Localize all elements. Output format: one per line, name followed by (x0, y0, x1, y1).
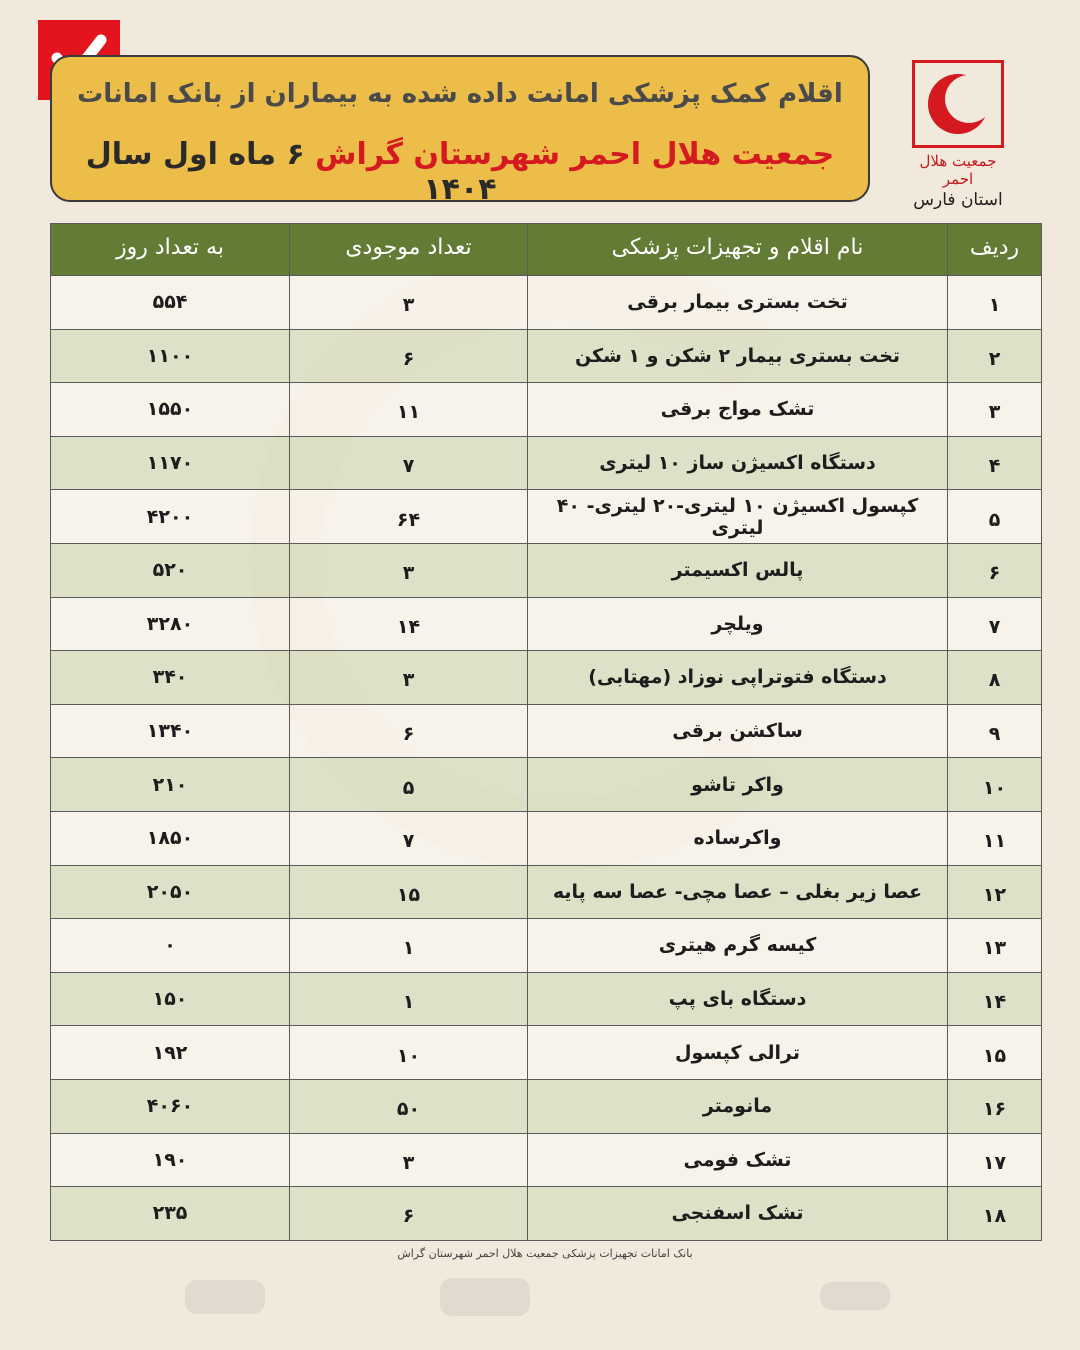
table-row (51, 276, 1042, 330)
cell-days: ۵۵۴ (51, 276, 290, 330)
red-crescent-logo (910, 60, 1006, 210)
cell-index: ۱۷ (948, 1133, 1042, 1187)
cell-days: ۱۹۰ (51, 1133, 290, 1187)
subtitle-period: ۶ ماه اول سال ۱۴۰۴ (85, 137, 497, 207)
cell-index: ۱۴ (948, 972, 1042, 1026)
cell-days: ۲۰۵۰ (51, 865, 290, 919)
cell-days: ۴۰۶۰ (51, 1079, 290, 1133)
cell-quantity: ۱ (290, 919, 528, 973)
cell-item-name: دستگاه بای پپ (528, 972, 948, 1026)
cell-quantity: ۷ (290, 436, 528, 490)
table-row (51, 811, 1042, 865)
cell-days: ۱۵۵۰ (51, 383, 290, 437)
cell-days: ۰ (51, 919, 290, 973)
header-days: به تعداد روز (51, 224, 290, 276)
cell-days: ۲۳۵ (51, 1187, 290, 1241)
cell-index: ۷ (948, 597, 1042, 651)
cell-quantity: ۶ (290, 704, 528, 758)
cell-index: ۱۱ (948, 811, 1042, 865)
cell-days: ۱۵۰ (51, 972, 290, 1026)
cell-quantity: ۱۴ (290, 597, 528, 651)
header-index: ردیف (948, 224, 1042, 276)
cell-days: ۱۳۴۰ (51, 704, 290, 758)
table-row (51, 436, 1042, 490)
subtitle-organization: جمعیت هلال احمر شهرستان گراش (315, 137, 835, 172)
cell-quantity: ۶ (290, 1187, 528, 1241)
cell-index: ۱۳ (948, 919, 1042, 973)
cell-quantity: ۱ (290, 972, 528, 1026)
header-qty: تعداد موجودی (290, 224, 528, 276)
cell-days: ۴۲۰۰ (51, 490, 290, 544)
cell-item-name: تشک اسفنجی (528, 1187, 948, 1241)
cell-item-name: تخت بستری بیمار برقی (528, 276, 948, 330)
table-row (51, 1187, 1042, 1241)
table-row (51, 543, 1042, 597)
cell-index: ۱۲ (948, 865, 1042, 919)
cell-quantity: ۳ (290, 276, 528, 330)
footer-note: بانک امانات تجهیزات پزشکی جمعیت هلال احمر شهرستان گراش (397, 1247, 693, 1260)
cell-quantity: ۷ (290, 811, 528, 865)
cell-index: ۱ (948, 276, 1042, 330)
cell-item-name: عصا زیر بغلی – عصا مچی- عصا سه پایه (528, 865, 948, 919)
cell-quantity: ۳ (290, 651, 528, 705)
table-row (51, 383, 1042, 437)
cell-item-name: مانومتر (528, 1079, 948, 1133)
cell-quantity: ۳ (290, 543, 528, 597)
cell-index: ۱۸ (948, 1187, 1042, 1241)
page-title: اقلام کمک پزشکی امانت داده شده به بیماران از بانک امانات (77, 79, 843, 109)
cell-item-name: کپسول اکسیژن ۱۰ لیتری-۲۰ لیتری- ۴۰ لیتری (528, 490, 948, 544)
cell-quantity: ۳ (290, 1133, 528, 1187)
table-row (51, 704, 1042, 758)
cell-days: ۱۸۵۰ (51, 811, 290, 865)
cell-index: ۲ (948, 329, 1042, 383)
table-row (51, 597, 1042, 651)
page-subtitle (52, 137, 868, 207)
cell-item-name: ساکشن برقی (528, 704, 948, 758)
table-row (51, 1133, 1042, 1187)
cell-quantity: ۱۰ (290, 1026, 528, 1080)
cell-index: ۴ (948, 436, 1042, 490)
cell-item-name: ویلچر (528, 597, 948, 651)
cell-index: ۹ (948, 704, 1042, 758)
cell-days: ۱۱۷۰ (51, 436, 290, 490)
cell-quantity: ۶ (290, 329, 528, 383)
table-row (51, 865, 1042, 919)
cell-days: ۲۱۰ (51, 758, 290, 812)
table-row (51, 919, 1042, 973)
table-row (51, 972, 1042, 1026)
logo-caption-org: جمعیت هلال احمر (919, 152, 997, 188)
cell-item-name: ترالی کپسول (528, 1026, 948, 1080)
table-row (51, 329, 1042, 383)
cell-item-name: تشک فومی (528, 1133, 948, 1187)
cell-index: ۸ (948, 651, 1042, 705)
cell-index: ۱۰ (948, 758, 1042, 812)
cell-index: ۱۶ (948, 1079, 1042, 1133)
cell-item-name: تشک مواج برقی (528, 383, 948, 437)
table-row (51, 490, 1042, 544)
cell-quantity: ۶۴ (290, 490, 528, 544)
cell-index: ۳ (948, 383, 1042, 437)
table-row (51, 758, 1042, 812)
equipment-table (50, 223, 1042, 1241)
cell-quantity: ۱۵ (290, 865, 528, 919)
cell-quantity: ۵ (290, 758, 528, 812)
header-name: نام اقلام و تجهیزات پزشکی (528, 224, 948, 276)
cell-item-name: تخت بستری بیمار ۲ شکن و ۱ شکن (528, 329, 948, 383)
blurred-watermark-text (0, 1270, 1080, 1330)
table-row (51, 1079, 1042, 1133)
table-header-row (51, 224, 1042, 276)
table-row (51, 1026, 1042, 1080)
cell-item-name: دستگاه اکسیژن ساز ۱۰ لیتری (528, 436, 948, 490)
logo-caption-province: استان فارس (913, 190, 1003, 210)
cell-quantity: ۱۱ (290, 383, 528, 437)
cell-item-name: واکرساده (528, 811, 948, 865)
title-banner (50, 55, 870, 207)
cell-index: ۶ (948, 543, 1042, 597)
table-row (51, 651, 1042, 705)
cell-index: ۱۵ (948, 1026, 1042, 1080)
cell-days: ۳۲۸۰ (51, 597, 290, 651)
cell-days: ۱۹۲ (51, 1026, 290, 1080)
crescent-icon (912, 60, 1004, 148)
cell-item-name: دستگاه فتوتراپی نوزاد (مهتابی) (528, 651, 948, 705)
cell-item-name: کیسه گرم هیتری (528, 919, 948, 973)
cell-days: ۳۴۰ (51, 651, 290, 705)
cell-index: ۵ (948, 490, 1042, 544)
cell-item-name: پالس اکسیمتر (528, 543, 948, 597)
cell-days: ۵۲۰ (51, 543, 290, 597)
cell-item-name: واکر تاشو (528, 758, 948, 812)
cell-days: ۱۱۰۰ (51, 329, 290, 383)
cell-quantity: ۵۰ (290, 1079, 528, 1133)
